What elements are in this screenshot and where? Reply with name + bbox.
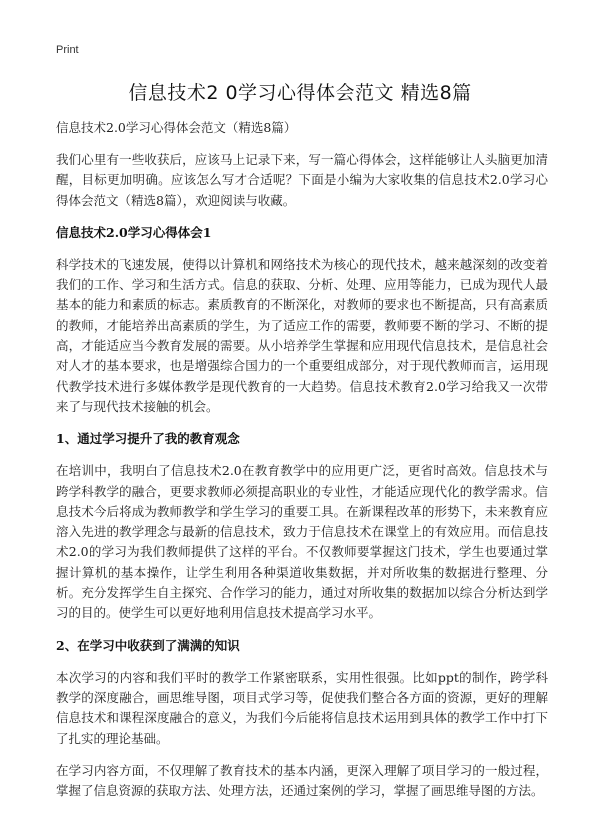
heading2-paragraph-1: 本次学习的内容和我们平时的教学工作紧密联系，实用性很强。比如ppt的制作，跨学科教学的深度融合，画思维导图，项目式学习等，促使我们整合各方面的资源，更好的理解信息技术和课程深度融合的意义，为我们今后能将信息技术运用到具体的教学工作中打下了扎实的理论基础。 <box>56 669 548 746</box>
document-body <box>56 118 548 813</box>
section1-title: 信息技术2.0学习心得体会1 <box>56 224 212 240</box>
page-title: 信息技术2 0学习心得体会范文 精选8篇 <box>128 82 472 104</box>
print-label: Print <box>56 44 79 56</box>
heading-1: 1、通过学习提升了我的教育观念 <box>56 431 240 447</box>
heading1-paragraph: 在培训中，我明白了信息技术2.0在教育教学中的应用更广泛，更省时高效。信息技术与跨学科教学的融合，更要求教师必须提高职业的专业性，才能适应现代化的教学需求。信息技术今后将成为教师教学和学生学习的重要工具。在新课程改革的形势下，未来教育应溶入先进的教学理念与最新的信息技术，致力于信息技术在课堂上的有效应用。而信息技术2.0的学习为我们教师提供了这样的平台。不仅教师要掌握这门技术，学生也要通过掌握计算机的基本操作，让学生利用各种渠道收集数据，并对所收集的数据进行整理、分析。充分发挥学生自主探究、合作学习的能力，通过对所收集的数据加以综合分析达到学习的目的。使学生可以更好地利用信息技术提高学习水平。 <box>56 463 548 621</box>
section1-paragraph: 科学技术的飞速发展，使得以计算机和网络技术为核心的现代技术，越来越深刻的改变着我们的工作、学习和生活方式。信息的获取、分析、处理、应用等能力，已成为现代人最基本的能力和素质的标志。素质教育的不断深化，对教师的要求也不断提高，只有高素质的教师，才能培养出高素质的学生，为了适应工作的需要，教师要不断的学习、不断的提高，才能适应当今教育发展的需要。从小培养学生掌握和应用现代信息技术，是信息社会对人才的基本要求，也是增强综合国力的一个重要组成部分，对于现代教师而言，运用现代教学技术进行多媒体教学是现代教育的一大趋势。信息技术教育2.0学习给我又一次带来了与现代技术接触的机会。 <box>56 256 548 414</box>
heading2-paragraph-2: 在学习内容方面，不仅理解了教育技术的基本内涵，更深入理解了项目学习的一般过程，掌握了信息资源的获取方法、处理方法，还通过案例的学习，掌握了画思维导图的方法。 <box>56 762 548 799</box>
document-subtitle: 信息技术2.0学习心得体会范文（精选8篇） <box>56 120 297 135</box>
heading-2: 2、在学习中收获到了满满的知识 <box>56 637 240 653</box>
intro-paragraph: 我们心里有一些收获后，应该马上记录下来，写一篇心得体会，这样能够让人头脑更加清醒，目标更加明确。应该怎么写才合适呢？下面是小编为大家收集的信息技术2.0学习心得体会范文（精选8篇），欢迎阅读与收藏。 <box>56 152 548 208</box>
